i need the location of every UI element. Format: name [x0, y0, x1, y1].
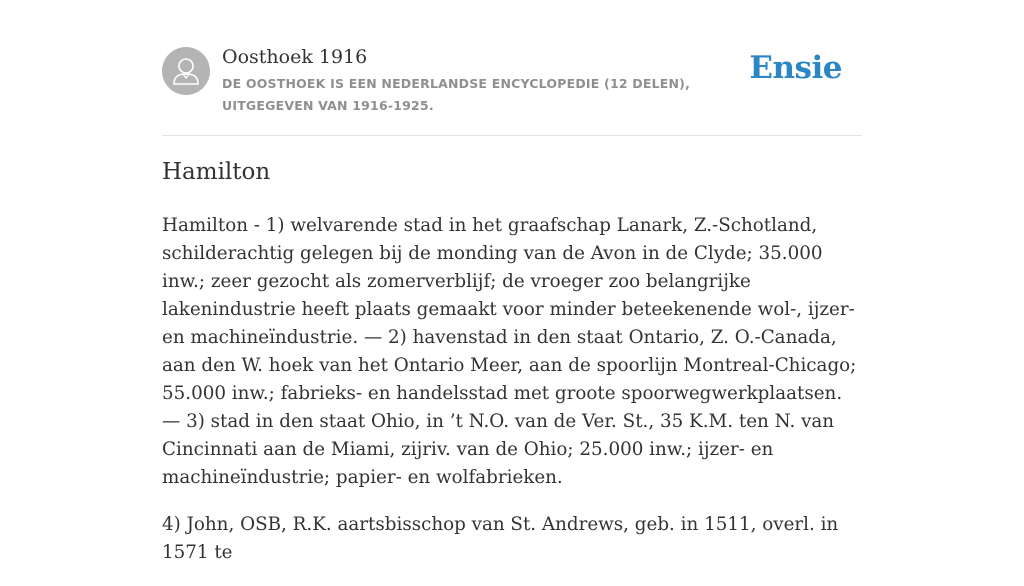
- entry-paragraph: Hamilton - 1) welvarende stad in het graafschap Lanark, Z.-Schotland, schilderachtig gelegen bij de monding van de Avon in de Clyde; 35.000 inw.; zeer gezocht als zomerverblijf; de vroeger zoo belangrijke lakenindustrie heeft plaats gemaakt voor minder beteekenende wol-, ijzer- en machineïndustrie. — 2) havenstad in den staat Ontario, Z. O.-Canada, aan den W. hoek van het Ontario Meer, aan de spoorlijn Montreal-Chicago; 55.000 inw.; fabrieks- en handelsstad met groote spoorwegwerkplaatsen. — 3) stad in den staat Ohio, in ’t N.O. van de Ver. St., 35 K.M. ten N. van Cincinnati aan de Miami, zijriv. van de Ohio; 25.000 inw.; ijzer- en machineïndustrie; papier- en wolfabrieken.: [162, 215, 857, 488]
- header-divider: [162, 135, 862, 136]
- user-icon[interactable]: [162, 47, 210, 95]
- source-description: DE OOSTHOEK IS EEN NEDERLANDSE ENCYCLOPEDIE (12 DELEN), UITGEGEVEN VAN 1916-1925.: [222, 76, 691, 113]
- brand-logo[interactable]: Ensie: [749, 50, 842, 86]
- source-title[interactable]: Oosthoek 1916: [222, 46, 368, 68]
- source-header: [162, 44, 862, 136]
- entry-title: Hamilton: [162, 159, 271, 185]
- entry-paragraph: 4) John, OSB, R.K. aartsbisschop van St. Andrews, geb. in 1511, overl. in 1571 te: [162, 514, 839, 563]
- entry-body: [162, 212, 862, 586]
